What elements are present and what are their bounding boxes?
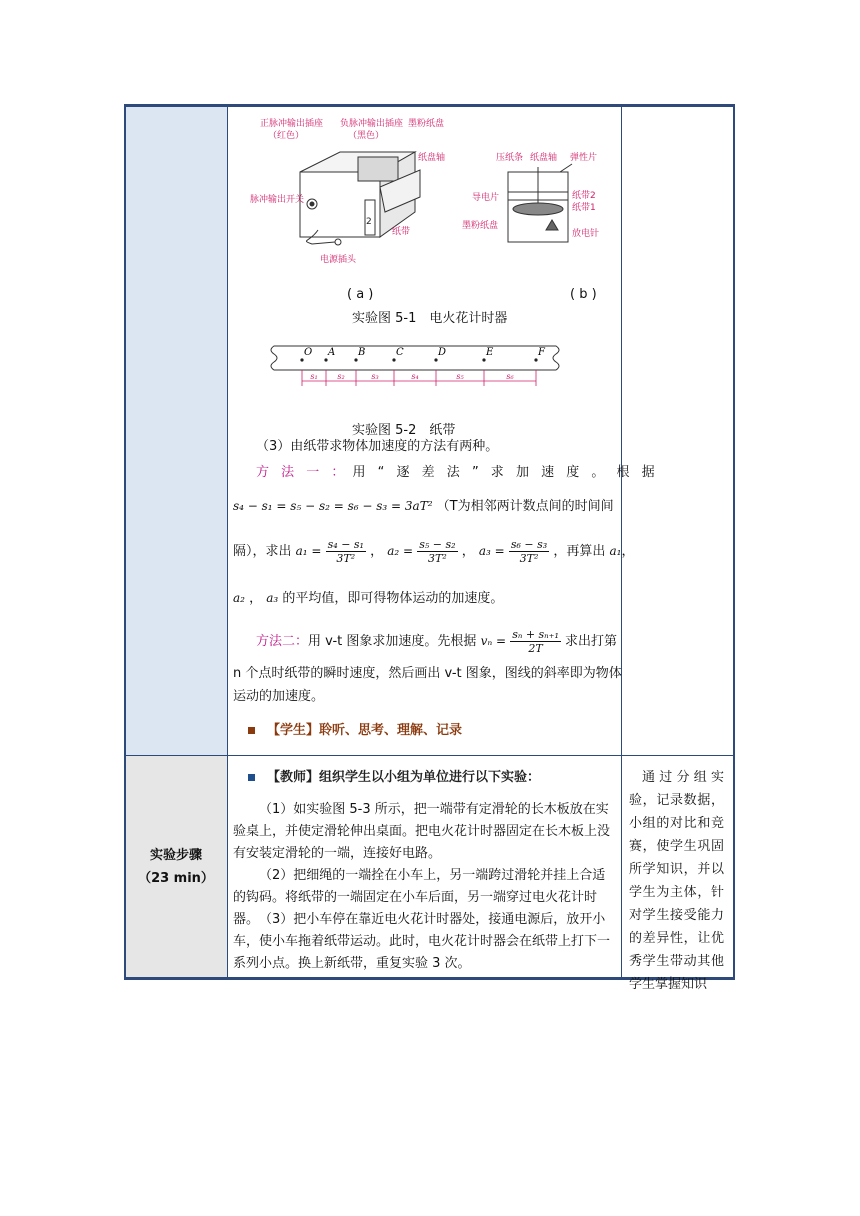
student-text: 【学生】聆听、思考、理解、记录 bbox=[267, 723, 463, 738]
step2: （2）把细绳的一端拴在小车上，另一端跨过滑轮并挂上合适的钩码。将纸带的一端固定在小车后面，另一端穿过电火花计时器。 bbox=[233, 868, 606, 927]
fraction-a3: $\frac{\text{s₆ − s₃}}{\text{3T²}}$ bbox=[510, 538, 548, 565]
tape-point-dot bbox=[300, 358, 303, 361]
vn-label: vₙ = bbox=[480, 634, 507, 648]
label-num-2: 2 bbox=[366, 217, 372, 227]
tape-point-dot bbox=[324, 358, 327, 361]
label-tape: 纸带 bbox=[392, 227, 411, 237]
eq1: s₄ − s₁ = s₅ − s₂ = s₆ − s₃ = 3aT² bbox=[233, 499, 433, 513]
fraction-vn: $\frac{\text{sₙ + sₙ₊₁}}{2T}$ bbox=[512, 628, 559, 655]
eq1-note: （T为相邻两计数点间的时间间 bbox=[436, 499, 614, 514]
row-divider bbox=[125, 755, 735, 756]
average-line: a₂ ， a₃ 的平均值，即可得物体运动的加速度。 bbox=[233, 591, 504, 606]
line3-end: ，再算出 bbox=[553, 544, 606, 559]
tape-point-label: A bbox=[328, 347, 336, 358]
tape-point-dot bbox=[392, 358, 395, 361]
teacher-line bbox=[248, 767, 540, 789]
label-disc-axis: 纸盘轴 bbox=[418, 153, 446, 163]
tape-point-dot bbox=[482, 358, 485, 361]
tape-point-dot bbox=[354, 358, 357, 361]
label-guide: 导电片 bbox=[472, 193, 500, 203]
tape-point-label: O bbox=[304, 347, 313, 358]
left-cell-row1 bbox=[126, 107, 227, 755]
method2-line2: n 个点时纸带的瞬时速度，然后画出 v-t 图象，图线的斜率即为物体 bbox=[233, 666, 622, 681]
tape-point-label: B bbox=[358, 347, 366, 358]
label-power-plug: 电源插头 bbox=[320, 255, 357, 265]
row2-label: 实验步骤 bbox=[149, 848, 202, 863]
label-neg-pulse: 负脉冲输出插座 bbox=[340, 119, 404, 129]
tape-point-dot bbox=[534, 358, 537, 361]
tape-segment-label: s₁ bbox=[310, 372, 318, 381]
a3-label: a₃ = bbox=[478, 544, 505, 558]
label-tape1: 纸带1 bbox=[572, 203, 596, 213]
step1: （1）如实验图 5-3 所示，把一端带有定滑轮的长木板放在实验桌上，并使定滑轮伸出桌面。把电火花计时器固定在长木板上没有安装定滑轮的一端，连接好电路。 bbox=[233, 802, 611, 861]
tape-point-dot bbox=[434, 358, 437, 361]
label-spring: 弹性片 bbox=[570, 153, 598, 163]
a1-only: a₁ bbox=[609, 544, 622, 558]
label-press-strip: 压纸条 bbox=[496, 153, 524, 163]
row2-duration: （23 min） bbox=[138, 871, 214, 886]
table-right-border bbox=[733, 104, 735, 980]
method1-text: 用 “ 逐 差 法 ” 求 加 速 度 。 根 据 bbox=[352, 465, 659, 480]
tape-segment-label: s₆ bbox=[506, 372, 514, 381]
figure-paper-tape bbox=[268, 340, 568, 392]
row2-side-note: 通过分组实验，记录数据，小组的对比和竞赛，使学生巩固所学知识，并以学生为主体，针对学生接受能力的差异性，让优秀学生带动其他学生掌握知识 bbox=[629, 770, 724, 992]
table-top-border bbox=[125, 104, 735, 107]
label-disc-axis-b: 纸盘轴 bbox=[530, 153, 558, 163]
square-bullet-icon bbox=[248, 774, 255, 781]
average-text: 的平均值，即可得物体运动的加速度。 bbox=[282, 591, 504, 606]
method2-label: 方法二： bbox=[256, 634, 309, 649]
teacher-text: 【教师】组织学生以小组为单位进行以下实验： bbox=[267, 770, 541, 785]
figure1-caption: 实验图 5-1 电火花计时器 bbox=[352, 311, 508, 326]
label-pos-pulse: 正脉冲输出插座 bbox=[260, 119, 324, 129]
method2-line3: 运动的加速度。 bbox=[233, 689, 325, 704]
a1-label: a₁ = bbox=[295, 544, 322, 558]
label-ink-disc-b: 墨粉纸盘 bbox=[462, 221, 499, 231]
tape-point-label: D bbox=[438, 347, 447, 358]
a2-term: a₂ bbox=[233, 591, 245, 605]
tape-point-label: C bbox=[396, 347, 404, 358]
method1-line bbox=[256, 462, 659, 484]
a2-label: a₂ = bbox=[387, 544, 414, 558]
label-ink-disc: 墨粉纸盘 bbox=[408, 119, 445, 129]
tape-segment-label: s₅ bbox=[456, 372, 464, 381]
method2-after: 求出打第 bbox=[565, 634, 618, 649]
student-line bbox=[248, 720, 462, 742]
label-discharge: 放电针 bbox=[572, 229, 600, 239]
line3-start: 隔），求出 bbox=[233, 544, 292, 559]
fraction-a2: $\frac{\text{s₅ − s₂}}{\text{3T²}}$ bbox=[419, 538, 456, 565]
figure2-caption: 实验图 5-2 纸带 bbox=[352, 423, 456, 438]
tape-segment-label: s₄ bbox=[411, 372, 419, 381]
label-pos-pulse-color: （红色） bbox=[268, 131, 305, 141]
step3: （3）把小车停在靠近电火花计时器处，接通电源后，放开小车，使小车拖着纸带运动。此时，电火花计时器会在纸带上打下一系列小点。换上新纸带，重复实验 3 次。 bbox=[233, 912, 611, 971]
section3-intro: （3）由纸带求物体加速度的方法有两种。 bbox=[256, 439, 499, 454]
accel-line: 隔），求出 a₁ = $\frac{\text{s₄ − s₁}}{\text{3T²}}$ ， a₂ = $\frac{\text{s₅ − s₂}}{\text{3T²}}$ ， a₃ = $\frac{\text{s₆ − s₃}}{\text{3T²}}$ ，再算出 a₁， bbox=[233, 538, 635, 565]
method1-label: 方 法 一 ： bbox=[256, 465, 349, 480]
label-pulse-switch: 脉冲输出开关 bbox=[250, 195, 305, 205]
tape-segment-label: s₃ bbox=[371, 372, 379, 381]
a3-term: a₃ bbox=[266, 591, 279, 605]
tape-point-label: E bbox=[486, 347, 494, 358]
method2-line bbox=[256, 626, 617, 656]
figure1-sub-a: ( a ) bbox=[347, 287, 374, 302]
tape-point-label: F bbox=[538, 347, 545, 358]
label-tape2: 纸带2 bbox=[572, 191, 596, 201]
label-neg-pulse-color: （黑色） bbox=[348, 131, 385, 141]
fraction-a1: $\frac{\text{s₄ − s₁}}{\text{3T²}}$ bbox=[327, 538, 364, 565]
square-bullet-icon bbox=[248, 727, 255, 734]
figure1-sub-b: ( b ) bbox=[570, 287, 597, 302]
eq1-line bbox=[233, 495, 614, 518]
figure-electric-spark-timer bbox=[240, 112, 620, 272]
tape-segment-label: s₂ bbox=[337, 372, 345, 381]
method2-text: 用 v-t 图象求加速度。先根据 bbox=[308, 634, 477, 649]
col-divider-1 bbox=[227, 104, 228, 980]
